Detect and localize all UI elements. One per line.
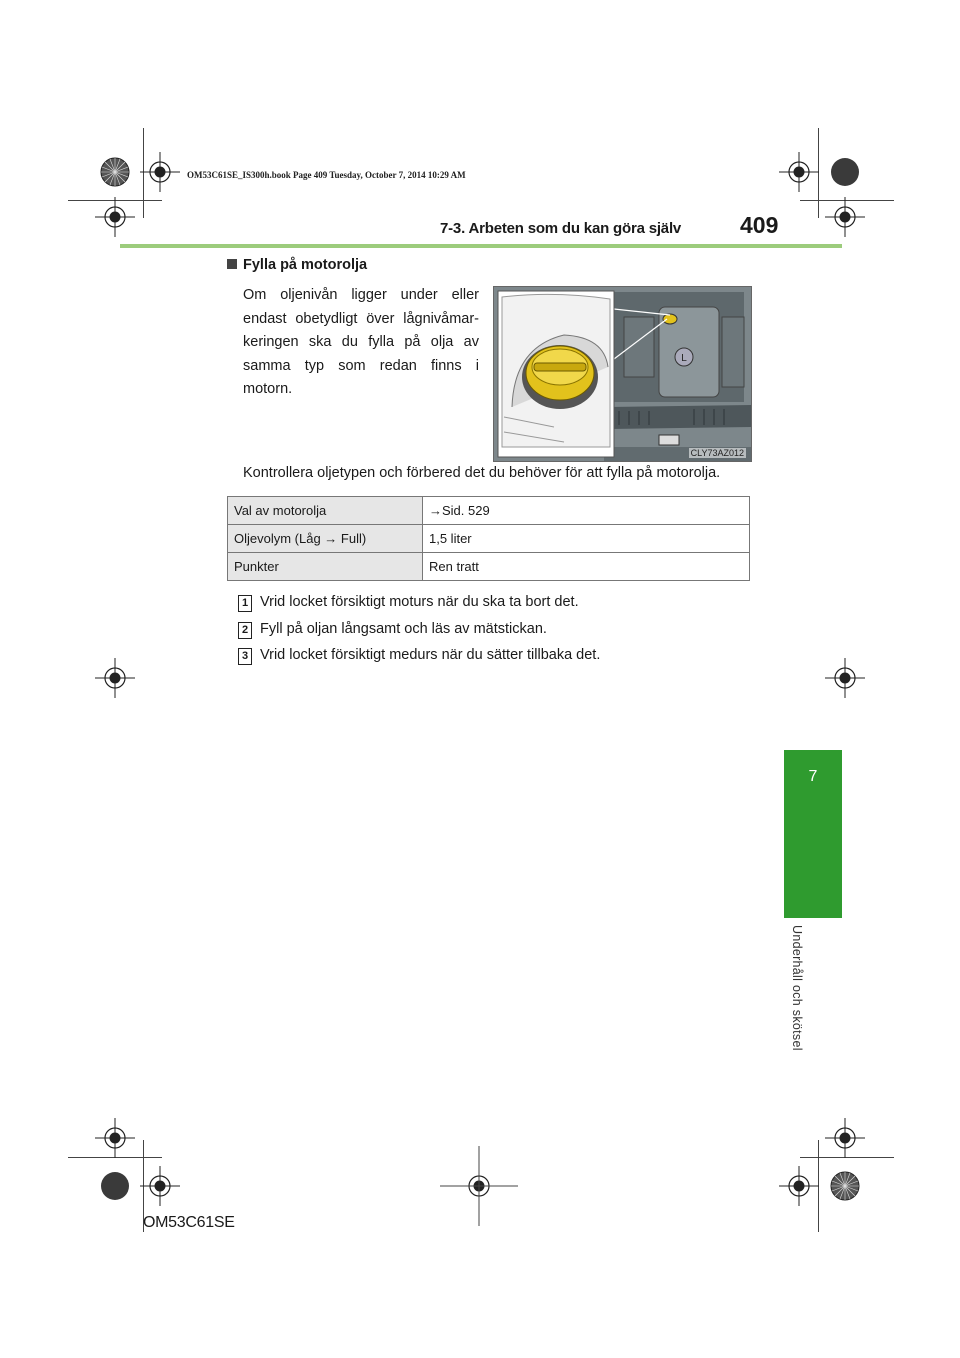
step-text: Vrid locket försiktigt medurs när du sätter tillbaka det. (260, 647, 601, 663)
page-number: 409 (740, 212, 779, 238)
engine-bay-illustration (494, 287, 751, 461)
step-text: Vrid locket försiktigt moturs när du ska ta bort det. (260, 594, 579, 610)
table-cell-value: 1,5 liter (423, 525, 750, 553)
step-text: Fyll på oljan långsamt och läs av mätstickan. (260, 620, 547, 637)
chapter-label: Underhåll och skötsel (790, 925, 804, 1051)
step-number: 1 (238, 595, 252, 612)
section-title (227, 257, 367, 273)
manual-code: OM53C61SE (143, 1214, 235, 1231)
bullet-square-icon (227, 259, 237, 269)
table-row (228, 497, 750, 525)
table-cell-label: Val av motorolja (228, 497, 423, 525)
section-title-text: Fylla på motorolja (243, 257, 368, 273)
svg-text:L: L (681, 353, 687, 364)
step-number: 3 (238, 648, 252, 665)
table-row (228, 553, 750, 581)
check-instruction: Kontrollera oljetypen och förbered det du behöver för att fylla på motorolja. (243, 465, 721, 481)
book-info: OM53C61SE_IS300h.book Page 409 Tuesday, October 7, 2014 10:29 AM (187, 170, 466, 180)
step-number: 2 (238, 622, 252, 639)
table-cell-label: Punkter (228, 553, 423, 581)
figure-code: CLY73AZ012 (690, 448, 744, 458)
intro-paragraph: Om oljenivån ligger under eller endast obetydligt över lågnivåmar-keringen ska du fylla på olja av samma typ som redan finns i motorn. (243, 287, 479, 398)
engine-oil-cap-figure (493, 286, 752, 462)
table-row (228, 525, 750, 553)
chapter-number: 7 (808, 768, 818, 785)
oil-spec-table (227, 496, 750, 581)
header-rule (120, 244, 842, 248)
table-cell-label: Oljevolym (Låg → Full) (228, 525, 423, 553)
table-cell-value: →Sid. 529 (423, 497, 750, 525)
table-cell-value: Ren tratt (423, 553, 750, 581)
section-header: 7-3. Arbeten som du kan göra själv (440, 220, 682, 237)
